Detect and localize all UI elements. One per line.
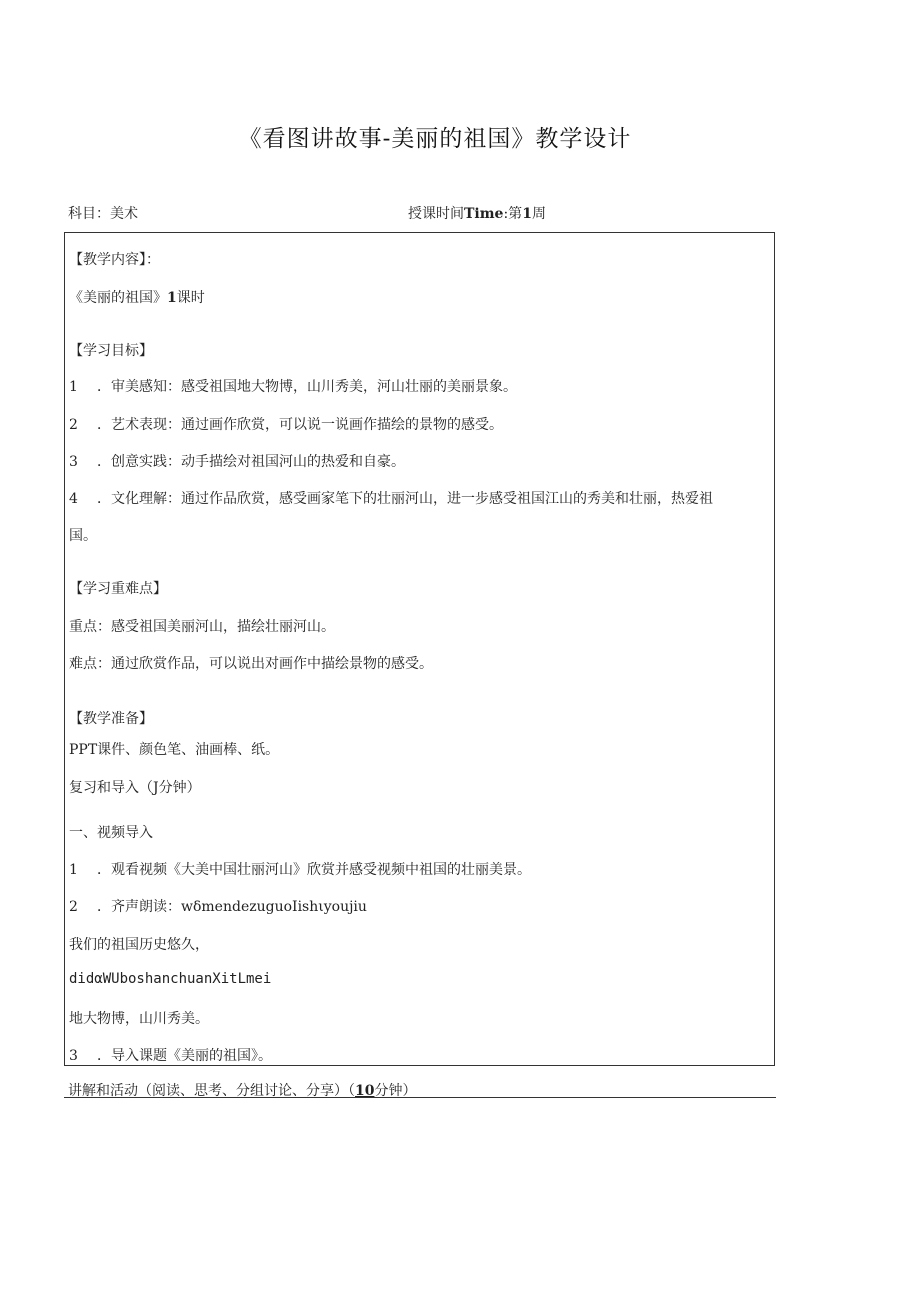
recitation-line-2: 地大物博，山川秀美。	[69, 1011, 209, 1027]
pinyin-line-2: didαWUboshanchuanXitLmei	[69, 971, 272, 987]
goal-item-3: 3 ．创意实践：动手描绘对祖国河山的热爱和自豪。	[69, 454, 405, 470]
class-time-label: 授课时间Time:第1周	[408, 206, 546, 222]
lesson-content-box	[64, 232, 775, 1066]
lesson-title-line: 《美丽的祖国》1课时	[69, 290, 205, 306]
goal-item-1: 1 ．审美感知：感受祖国地大物博，山川秀美，河山壮丽的美丽景象。	[69, 379, 517, 395]
teaching-prep-heading: 【教学准备】	[69, 711, 153, 727]
page-title: 《看图讲故事-美丽的祖国》教学设计	[238, 126, 632, 152]
goal-item-4: 4 ．文化理解：通过作品欣赏，感受画家笔下的壮丽河山，进一步感受祖国江山的秀美和壮丽，热爱祖	[69, 491, 713, 507]
learning-goals-heading: 【学习目标】	[69, 343, 153, 359]
key-point-line: 重点：感受祖国美丽河山，描绘壮丽河山。	[69, 619, 335, 635]
difficult-point-line: 难点：通过欣赏作品，可以说出对画作中描绘景物的感受。	[69, 656, 433, 672]
goal-item-2: 2 ．艺术表现：通过画作欣赏，可以说一说画作描绘的景物的感受。	[69, 417, 503, 433]
subject-label: 科目：美术	[68, 206, 138, 222]
recitation-line-1: 我们的祖国历史悠久，	[69, 937, 209, 953]
goal-item-4-continuation: 国。	[69, 528, 97, 544]
review-intro-heading: 复习和导入（J分钟）	[69, 780, 201, 796]
review-item-1: 1 ．观看视频《大美中国壮丽河山》欣赏并感受视频中祖国的壮丽美景。	[69, 862, 531, 878]
review-item-2: 2 ．齐声朗读：wδmendezuguoIishιyoujiu	[69, 899, 367, 915]
key-difficulty-heading: 【学习重难点】	[69, 581, 167, 597]
teaching-prep-text: PPT课件、颜色笔、油画棒、纸。	[69, 742, 280, 758]
footer-divider	[64, 1097, 776, 1098]
review-item-3: 3 ．导入课题《美丽的祖国》。	[69, 1048, 272, 1064]
video-intro-subheading: 一、视频导入	[69, 825, 153, 841]
activity-section-heading: 讲解和活动（阅读、思考、分组讨论、分享）（10分钟）	[68, 1083, 417, 1099]
teaching-content-heading: 【教学内容】：	[69, 252, 160, 268]
